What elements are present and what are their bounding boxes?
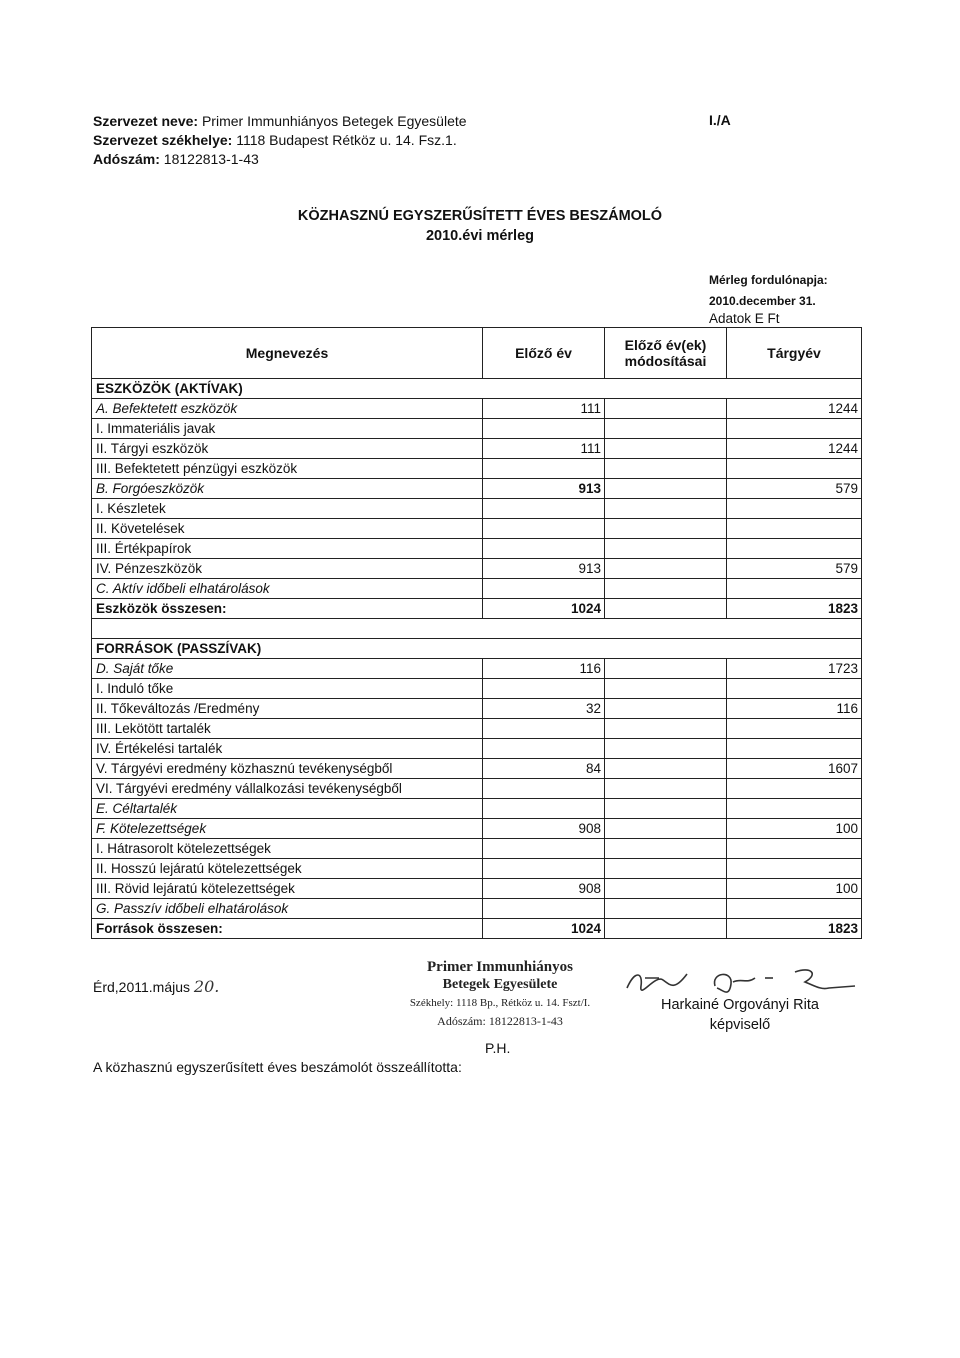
- prev-mod-value: [605, 599, 727, 619]
- current-year-value: [727, 419, 862, 439]
- prev-year-value: 1024: [483, 919, 605, 939]
- tax-line: [93, 150, 467, 169]
- assets-section-row: [92, 379, 862, 399]
- prev-mod-value: [605, 719, 727, 739]
- org-seat-line: [93, 131, 467, 150]
- prev-mod-value: [605, 659, 727, 679]
- prev-mod-value: [605, 799, 727, 819]
- row-label: II. Hosszú lejáratú kötelezettségek: [92, 859, 483, 879]
- liability-row: [92, 739, 862, 759]
- prev-mod-value: [605, 399, 727, 419]
- prev-year-value: 913: [483, 559, 605, 579]
- prev-mod-value: [605, 519, 727, 539]
- prev-mod-value: [605, 439, 727, 459]
- row-label: II. Tárgyi eszközök: [92, 439, 483, 459]
- row-label: Eszközök összesen:: [92, 599, 483, 619]
- current-year-value: [727, 719, 862, 739]
- row-label: D. Saját tőke: [92, 659, 483, 679]
- report-subtitle: 2010.évi mérleg: [425, 228, 535, 244]
- liabilities-section-row-label: FORRÁSOK (PASSZÍVAK): [92, 639, 483, 659]
- asset-row: [92, 459, 862, 479]
- row-label: G. Passzív időbeli elhatárolások: [92, 899, 483, 919]
- prev-year-value: [483, 519, 605, 539]
- prev-mod-value: [605, 699, 727, 719]
- stamp-line-1: Primer Immunhiányos: [427, 959, 573, 975]
- tax-label: Adószám:: [93, 151, 160, 167]
- org-seat: 1118 Budapest Rétköz u. 14. Fsz.1.: [236, 132, 457, 148]
- liability-row: [92, 879, 862, 899]
- prev-mod-value: [605, 679, 727, 699]
- prev-year-value: 1024: [483, 599, 605, 619]
- prev-mod-value: [605, 579, 727, 599]
- current-year-value: 1244: [727, 399, 862, 419]
- current-year-value: 579: [727, 479, 862, 499]
- prev-mod-value: [605, 839, 727, 859]
- compiled-by: A közhasznú egyszerűsített éves beszámolót összeállította:: [93, 1059, 462, 1075]
- prev-year-value: [483, 499, 605, 519]
- current-year-value: [727, 459, 862, 479]
- prev-mod-value: [605, 419, 727, 439]
- signer-role: képviselő: [709, 1017, 771, 1033]
- handwritten-day: 20.: [193, 977, 220, 996]
- row-label: IV. Értékelési tartalék: [92, 739, 483, 759]
- assets-section-row-cell: [483, 379, 605, 399]
- liability-row: [92, 819, 862, 839]
- spacer-cell: [92, 619, 862, 639]
- prev-mod-value: [605, 559, 727, 579]
- prev-mod-value: [605, 459, 727, 479]
- current-year-value: [727, 859, 862, 879]
- current-year-value: [727, 779, 862, 799]
- row-label: Források összesen:: [92, 919, 483, 939]
- current-year-value: 1244: [727, 439, 862, 459]
- signer-block: [640, 995, 840, 1035]
- row-label: I. Készletek: [92, 499, 483, 519]
- row-label: IV. Pénzeszközök: [92, 559, 483, 579]
- prev-year-value: 84: [483, 759, 605, 779]
- stamp-line-2: Betegek Egyesülete: [442, 977, 558, 992]
- table-body: [92, 379, 862, 939]
- row-label: VI. Tárgyévi eredmény vállalkozási tevékenységből: [92, 779, 483, 799]
- balance-date: 2010.december 31.: [709, 294, 816, 308]
- current-year-value: 1607: [727, 759, 862, 779]
- organization-header: [93, 112, 467, 169]
- liability-row: [92, 719, 862, 739]
- liability-row: [92, 679, 862, 699]
- row-label: I. Induló tőke: [92, 679, 483, 699]
- asset-row: [92, 519, 862, 539]
- current-year-value: [727, 899, 862, 919]
- col-header-current-year: Tárgyév: [727, 328, 862, 379]
- liability-row: [92, 899, 862, 919]
- row-label: I. Immateriális javak: [92, 419, 483, 439]
- prev-mod-value: [605, 479, 727, 499]
- row-label: V. Tárgyévi eredmény közhasznú tevékenységből: [92, 759, 483, 779]
- current-year-value: [727, 839, 862, 859]
- liability-row: [92, 659, 862, 679]
- row-label: III. Értékpapírok: [92, 539, 483, 559]
- current-year-value: 116: [727, 699, 862, 719]
- stamp-line-4: Adószám: 18122813-1-43: [437, 1014, 563, 1028]
- current-year-value: 100: [727, 879, 862, 899]
- col-header-prev-year: Előző év: [483, 328, 605, 379]
- row-label: III. Rövid lejáratú kötelezettségek: [92, 879, 483, 899]
- asset-row: [92, 579, 862, 599]
- prev-year-value: [483, 859, 605, 879]
- ph-mark: P.H.: [485, 1040, 511, 1056]
- prev-mod-value: [605, 919, 727, 939]
- liabilities-section-row-cell: [605, 639, 727, 659]
- liability-row: [92, 799, 862, 819]
- liability-row: [92, 839, 862, 859]
- prev-mod-value: [605, 759, 727, 779]
- row-label: E. Céltartalék: [92, 799, 483, 819]
- org-name-label: Szervezet neve:: [93, 113, 199, 129]
- org-name-line: [93, 112, 467, 131]
- prev-year-value: [483, 899, 605, 919]
- asset-row: [92, 499, 862, 519]
- asset-row: [92, 439, 862, 459]
- current-year-value: [727, 799, 862, 819]
- row-label: I. Hátrasorolt kötelezettségek: [92, 839, 483, 859]
- tax-number: 18122813-1-43: [163, 151, 259, 167]
- liability-row: [92, 699, 862, 719]
- prev-mod-value: [605, 539, 727, 559]
- current-year-value: 1823: [727, 919, 862, 939]
- liability-row: [92, 859, 862, 879]
- prev-year-value: 111: [483, 399, 605, 419]
- row-label: II. Követelések: [92, 519, 483, 539]
- prev-year-value: [483, 539, 605, 559]
- current-year-value: [727, 579, 862, 599]
- place-date: [93, 977, 219, 996]
- liabilities-section-row-cell: [727, 639, 862, 659]
- liabilities-section-row: [92, 639, 862, 659]
- prev-year-value: [483, 839, 605, 859]
- row-label: III. Lekötött tartalék: [92, 719, 483, 739]
- current-year-value: 100: [727, 819, 862, 839]
- prev-year-value: [483, 419, 605, 439]
- liabilities-section-row-cell: [483, 639, 605, 659]
- prev-year-value: [483, 799, 605, 819]
- prev-year-value: [483, 739, 605, 759]
- form-code: I./A: [709, 112, 731, 128]
- signer-name: Harkainé Orgoványi Rita: [661, 997, 819, 1013]
- signature: [615, 960, 875, 1000]
- prev-mod-value: [605, 499, 727, 519]
- current-year-value: [727, 679, 862, 699]
- stamp-line-3: Székhely: 1118 Bp., Rétköz u. 14. Fszt/I.: [409, 997, 591, 1009]
- current-year-value: [727, 519, 862, 539]
- balance-date-label: Mérleg fordulónapja:: [709, 273, 828, 287]
- prev-year-value: 32: [483, 699, 605, 719]
- assets-section-row-cell: [727, 379, 862, 399]
- col-header-prev-mod-line1: Előző év(ek): [624, 337, 707, 353]
- prev-year-value: 116: [483, 659, 605, 679]
- asset-row: [92, 559, 862, 579]
- org-seat-label: Szervezet székhelye:: [93, 132, 233, 148]
- balance-sheet-table: [91, 327, 862, 939]
- row-label: C. Aktív időbeli elhatárolások: [92, 579, 483, 599]
- row-label: F. Kötelezettségek: [92, 819, 483, 839]
- prev-year-value: 908: [483, 879, 605, 899]
- row-label: III. Befektetett pénzügyi eszközök: [92, 459, 483, 479]
- prev-year-value: [483, 779, 605, 799]
- asset-row: [92, 539, 862, 559]
- spacer-row: [92, 619, 862, 639]
- liabilities-total-row: [92, 919, 862, 939]
- liability-row: [92, 759, 862, 779]
- prev-mod-value: [605, 879, 727, 899]
- assets-section-row-cell: [605, 379, 727, 399]
- asset-row: [92, 419, 862, 439]
- row-label: II. Tőkeváltozás /Eredmény: [92, 699, 483, 719]
- col-header-name: Megnevezés: [92, 328, 483, 379]
- col-header-prev-mod-line2: módosításai: [624, 353, 707, 369]
- prev-mod-value: [605, 779, 727, 799]
- assets-total-row: [92, 599, 862, 619]
- prev-year-value: 111: [483, 439, 605, 459]
- current-year-value: 1723: [727, 659, 862, 679]
- prev-year-value: [483, 679, 605, 699]
- prev-mod-value: [605, 859, 727, 879]
- org-name: Primer Immunhiányos Betegek Egyesülete: [201, 113, 467, 129]
- col-header-prev-mod: [605, 328, 727, 379]
- current-year-value: 579: [727, 559, 862, 579]
- place-date-text: Érd,2011.május: [93, 979, 191, 995]
- prev-year-value: [483, 719, 605, 739]
- prev-mod-value: [605, 739, 727, 759]
- current-year-value: [727, 739, 862, 759]
- prev-year-value: [483, 459, 605, 479]
- current-year-value: 1823: [727, 599, 862, 619]
- row-label: B. Forgóeszközök: [92, 479, 483, 499]
- asset-row: [92, 479, 862, 499]
- prev-mod-value: [605, 899, 727, 919]
- assets-section-row-label: ESZKÖZÖK (AKTÍVAK): [92, 379, 483, 399]
- prev-year-value: 908: [483, 819, 605, 839]
- liability-row: [92, 779, 862, 799]
- prev-year-value: 913: [483, 479, 605, 499]
- table-header-row: [92, 328, 862, 379]
- organization-stamp: [405, 958, 595, 1030]
- asset-row: [92, 399, 862, 419]
- prev-mod-value: [605, 819, 727, 839]
- row-label: A. Befektetett eszközök: [92, 399, 483, 419]
- prev-year-value: [483, 579, 605, 599]
- current-year-value: [727, 499, 862, 519]
- current-year-value: [727, 539, 862, 559]
- units-note: Adatok E Ft: [709, 311, 780, 326]
- report-title: KÖZHASZNÚ EGYSZERŰSÍTETT ÉVES BESZÁMOLÓ: [297, 208, 663, 224]
